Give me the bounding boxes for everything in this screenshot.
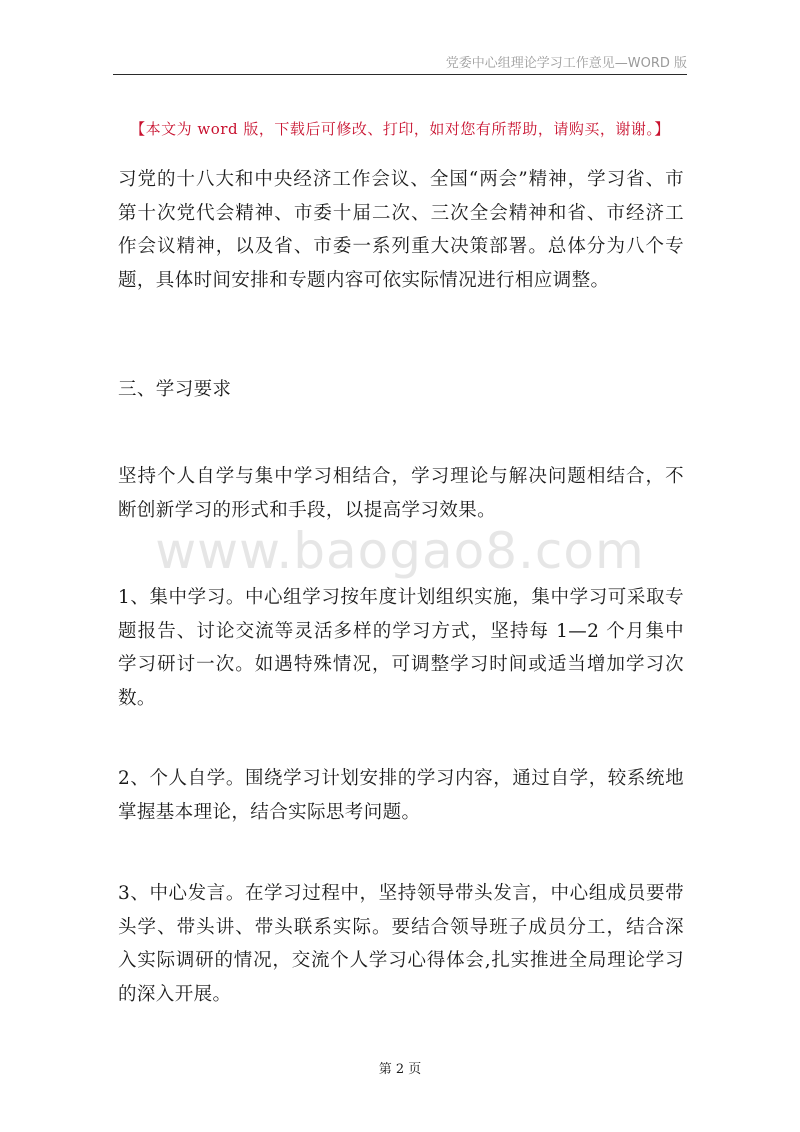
header-title: 党委中心组理论学习工作意见—WORD 版: [445, 56, 687, 71]
item-self-study: 2、个人自学。围绕学习计划安排的学习内容，通过自学，较系统地掌握基本理论，结合实际思考问题。: [118, 768, 684, 823]
item-central-speech: 3、中心发言。在学习过程中，坚持领导带头发言，中心组成员要带头学、带头讲、带头联系实际。要结合领导班子成员分工，结合深入实际调研的情况，交流个人学习心得体会,扎实推进全局理论学习的深入开展。: [118, 883, 684, 1005]
paragraph-study-content: 习党的十八大和中央经济工作会议、全国“两会”精神，学习省、市第十次党代会精神、市委十届二次、三次全会精神和省、市经济工作会议精神，以及省、市委一系列重大决策部署。总体分为八个专题，具体时间安排和专题内容可依实际情况进行相应调整。: [118, 169, 684, 291]
section-heading: 三、学习要求: [118, 379, 232, 400]
page-number: 第 2 页: [378, 1062, 422, 1077]
header-divider: [113, 74, 687, 75]
watermark: www.baogao8.com: [155, 522, 645, 580]
item-centralized-study: 1、集中学习。中心组学习按年度计划组织实施，集中学习可采取专题报告、讨论交流等灵活多样的学习方式，坚持每 1—2 个月集中学习研讨一次。如遇特殊情况，可调整学习时间或适当增加学习次数。: [118, 587, 684, 709]
download-notice: 【本文为 word 版，下载后可修改、打印，如对您有所帮助，请购买，谢谢。】: [130, 120, 670, 138]
paragraph-study-principles: 坚持个人自学与集中学习相结合，学习理论与解决问题相结合，不断创新学习的形式和手段，以提高学习效果。: [118, 466, 684, 521]
